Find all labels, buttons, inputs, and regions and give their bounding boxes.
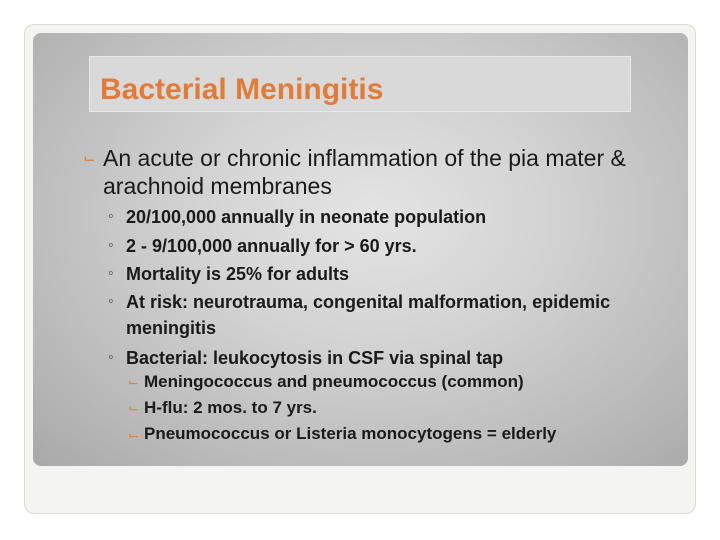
sub-bullet — [108, 232, 668, 261]
sub-bullet-text: 2 - 9/100,000 annually for > 60 yrs. — [126, 235, 417, 256]
slide-title: Bacterial Meningitis — [100, 73, 384, 106]
bullet-icon: ⌙ — [128, 400, 139, 415]
sub-bullet — [108, 344, 668, 373]
sub-bullet-text: Mortality is 25% for adults — [126, 264, 350, 284]
circle-bullet-icon: ◦ — [108, 348, 114, 366]
circle-bullet-icon: ◦ — [108, 292, 114, 310]
detail-bullet-text: H-flu: 2 mos. to 7 yrs. — [144, 398, 317, 417]
sub-bullet — [108, 203, 668, 232]
bullet-icon: ⌙ — [128, 427, 139, 442]
sub-bullet — [108, 260, 668, 289]
main-bullet-text: An acute or chronic inflammation of the pia mater & arachnoid membranes — [103, 145, 626, 199]
sub-bullet-text: 20/100,000 annually in neonate population — [126, 207, 487, 227]
bullet-icon: ⌙ — [83, 150, 96, 167]
detail-bullet — [128, 421, 648, 446]
circle-bullet-icon: ◦ — [108, 236, 114, 254]
sub-bullet-text: Bacterial: leukocytosis in CSF via spinal tap — [126, 347, 504, 368]
sub-bullet-list — [108, 203, 668, 372]
bullet-icon: ⌙ — [128, 374, 139, 389]
detail-bullet-list — [128, 369, 648, 446]
sub-bullet-text: At risk: neurotrauma, congenital malformation, epidemic meningitis — [126, 291, 611, 338]
detail-bullet-text: Meningococcus and pneumococcus (common) — [144, 372, 524, 391]
main-bullet — [83, 144, 663, 200]
detail-bullet-text: Pneumococcus or Listeria monocytogens = elderly — [144, 424, 557, 443]
sub-bullet — [108, 289, 668, 344]
detail-bullet — [128, 369, 648, 395]
circle-bullet-icon: ◦ — [108, 208, 114, 225]
circle-bullet-icon: ◦ — [108, 265, 114, 282]
detail-bullet — [128, 395, 648, 421]
